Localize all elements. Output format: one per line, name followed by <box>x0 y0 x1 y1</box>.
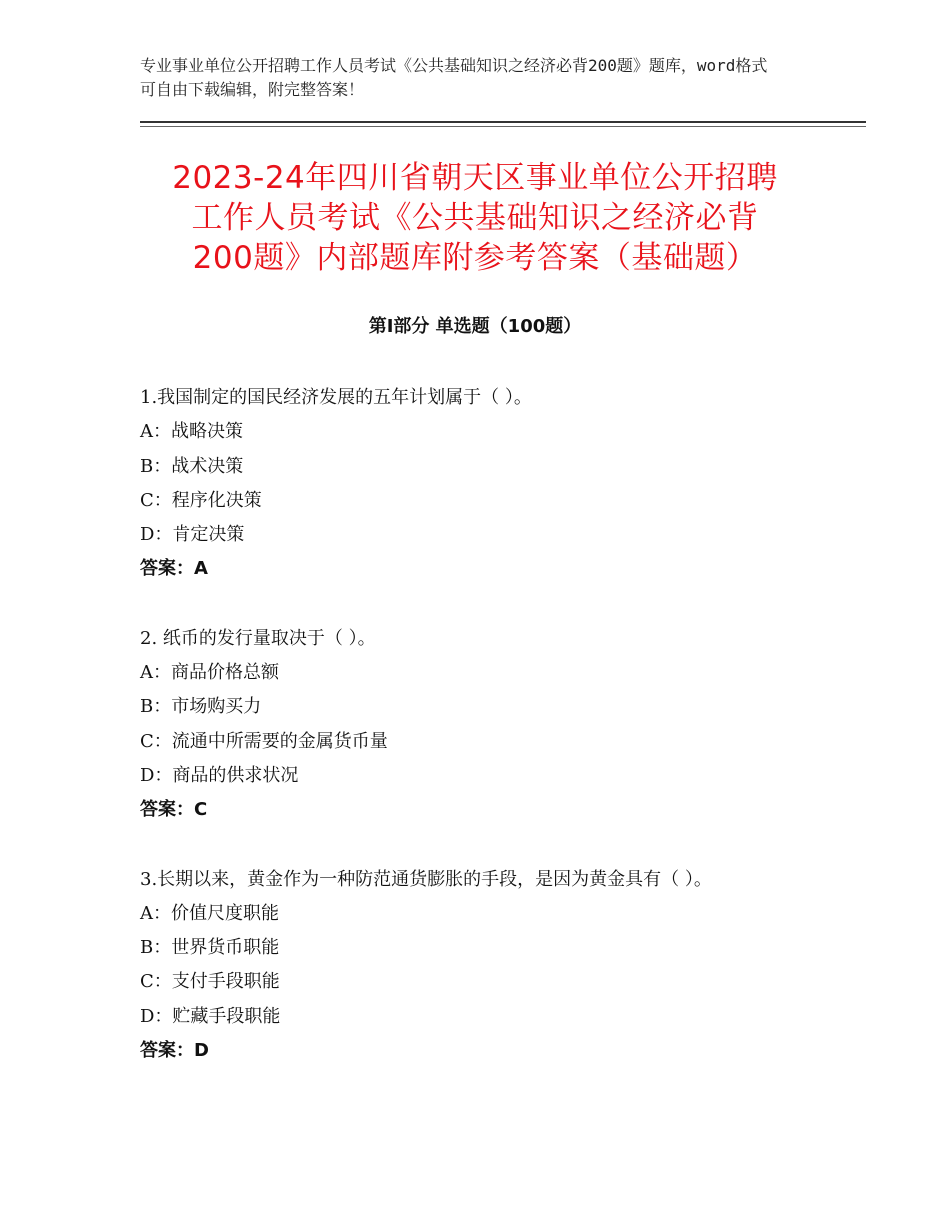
question-stem: 2. 纸币的发行量取决于（ ）。 <box>140 627 376 649</box>
option-a: A：价值尺度职能 <box>140 902 279 924</box>
option-b: B：战术决策 <box>140 455 244 477</box>
option-d: D：商品的供求状况 <box>140 764 299 786</box>
option-d: D：贮藏手段职能 <box>140 1005 281 1027</box>
header-divider-thin <box>140 126 866 127</box>
option-b: B：世界货币职能 <box>140 937 280 959</box>
option-a: A：战略决策 <box>140 421 243 443</box>
option-c: C：支付手段职能 <box>140 971 280 993</box>
document-title <box>90 158 860 278</box>
question-1 <box>140 381 800 587</box>
question-stem: 1.我国制定的国民经济发展的五年计划属于（ ）。 <box>140 387 532 408</box>
option-c: C：程序化决策 <box>140 489 262 511</box>
answer-line: 答案：C <box>140 799 208 821</box>
header-note: 专业事业单位公开招聘工作人员考试《公共基础知识之经济必背200题》题库，word格式可自由下载编辑，附完整答案！ <box>140 56 768 99</box>
header-divider-thick <box>140 121 866 123</box>
option-c: C：流通中所需要的金属货币量 <box>140 730 388 752</box>
section-heading: 第Ⅰ部分 单选题（100题） <box>368 316 582 337</box>
answer-line: 答案：D <box>140 1040 209 1062</box>
question-stem: 3.长期以来，黄金作为一种防范通货膨胀的手段，是因为黄金具有（ ）。 <box>140 868 712 890</box>
title-line: 工作人员考试《公共基础知识之经济必背 <box>191 200 759 236</box>
option-d: D：肯定决策 <box>140 524 245 546</box>
question-3 <box>140 863 800 1069</box>
question-list <box>140 381 800 1103</box>
title-line: 200题》内部题库附参考答案（基础题） <box>192 240 758 276</box>
option-b: B：市场购买力 <box>140 696 262 718</box>
answer-line: 答案：A <box>140 558 208 580</box>
question-2 <box>140 622 800 828</box>
title-line: 2023-24年四川省朝天区事业单位公开招聘 <box>172 160 778 196</box>
option-a: A：商品价格总额 <box>140 662 279 684</box>
